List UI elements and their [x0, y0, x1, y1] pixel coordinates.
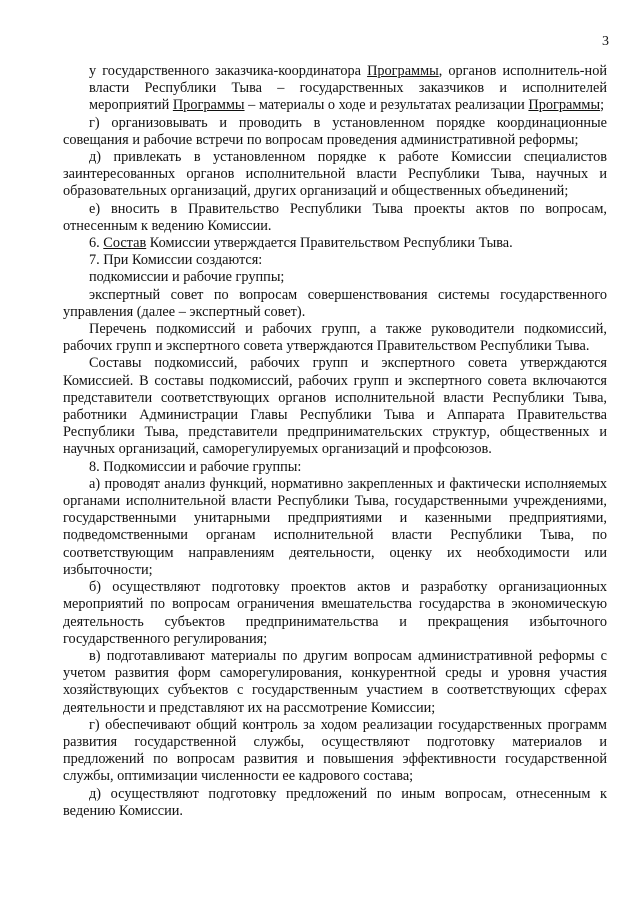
paragraph-text: экспертный совет по вопросам совершенствования системы государственного управления (далее – экспертный совет). [63, 286, 607, 320]
paragraph-text: подкомиссии и рабочие группы; [89, 269, 285, 286]
paragraph-text: 8. Подкомиссии и рабочие группы: [89, 458, 302, 475]
page-number: 3 [602, 34, 609, 49]
paragraph-text: в) подготавливают материалы по другим вопросам административной реформы с учетом развития форм саморегулирования, конкурентной среды и уровня участия хозяйствующих субъектов с государственным участием в соответствующих сферах деятельности и представляют их на рассмотрение Комиссии; [63, 647, 607, 716]
paragraph-text: , органов исполнитель-ной власти Республики Тыва – государственных заказчиков и исполнителей мероприятий [89, 63, 607, 114]
paragraph-text: а) проводят анализ функций, нормативно закрепленных и фактически исполняемых органами исполнительной власти Республики Тыва, государственными учреждениями, государственными унитарными предприятиями и казенными предприятиями, подведомственными органам исполнительной власти Республики Тыва, по соответствующим направлениям деятельности, оценку их необходимости или избыточности; [63, 475, 607, 578]
paragraph-text: – материалы о ходе и результатах реализации [244, 97, 529, 114]
paragraph [63, 235, 607, 252]
document-body [63, 63, 607, 820]
paragraph [63, 252, 607, 269]
paragraph-text: Комиссии утверждается Правительством Республики Тыва. [146, 235, 513, 252]
paragraph-text: 7. При Комиссии создаются: [89, 252, 263, 269]
paragraph-text: 6. [89, 235, 104, 252]
paragraph [63, 149, 607, 201]
document-link[interactable]: Состав [103, 235, 147, 252]
paragraph [63, 476, 607, 579]
paragraph [63, 648, 607, 717]
paragraph [63, 786, 607, 820]
paragraph [63, 269, 607, 286]
document-link[interactable]: Программы [528, 97, 601, 114]
paragraph-text: у государственного заказчика-координатора [89, 63, 368, 79]
paragraph [63, 321, 607, 355]
paragraph-text: д) осуществляют подготовку предложений по иным вопросам, отнесенным к ведению Комиссии. [63, 785, 607, 819]
paragraph-text: д) привлекать в установленном порядке к работе Комиссии специалистов заинтересованных органов исполнительной власти Республики Тыва, научных и образовательных организаций, других организаций и общественных объединений; [63, 149, 607, 200]
paragraph [63, 717, 607, 786]
paragraph-text: е) вносить в Правительство Республики Тыва проекты актов по вопросам, отнесенным к ведению Комиссии. [63, 200, 607, 234]
paragraph [63, 355, 607, 458]
paragraph [63, 201, 607, 235]
paragraph-text: г) организовывать и проводить в установленном порядке координационные совещания и рабочие встречи по вопросам проведения административной реформы; [63, 114, 607, 148]
paragraph-text: Составы подкомиссий, рабочих групп и экспертного совета утверждаются Комиссией. В составы подкомиссий, рабочих групп и экспертного совета включаются представители соответствующих органов исполнительной власти Республики Тыва, работники Администрации Главы Республики Тыва и Аппарата Правительства Республики Тыва, представители предпринимательских структур, общественных и научных организаций, саморегулируемых организаций и профсоюзов. [63, 355, 607, 458]
paragraph-text: Перечень подкомиссий и рабочих групп, а также руководители подкомиссий, рабочих групп и экспертного совета утверждаются Правительством Республики Тыва. [63, 321, 607, 355]
paragraph [63, 287, 607, 321]
paragraph [63, 115, 607, 149]
paragraph [63, 459, 607, 476]
paragraph-text: г) обеспечивают общий контроль за ходом реализации государственных программ развития государственной службы, осуществляют подготовку материалов и предложений по вопросам развития и повышения эффективности государственной службы, оптимизации численности ее кадрового состава; [63, 716, 607, 785]
document-link[interactable]: Программы [367, 63, 439, 79]
paragraph-text: б) осуществляют подготовку проектов актов и разработку организационных мероприятий по вопросам ограничения вмешательства государства в экономическую деятельность субъектов предпринимательства и прекращения избыточного государственного регулирования; [63, 579, 607, 647]
document-link[interactable]: Программы [172, 97, 245, 114]
paragraph-text: ; [600, 97, 605, 114]
paragraph [63, 579, 607, 648]
paragraph [89, 63, 607, 115]
